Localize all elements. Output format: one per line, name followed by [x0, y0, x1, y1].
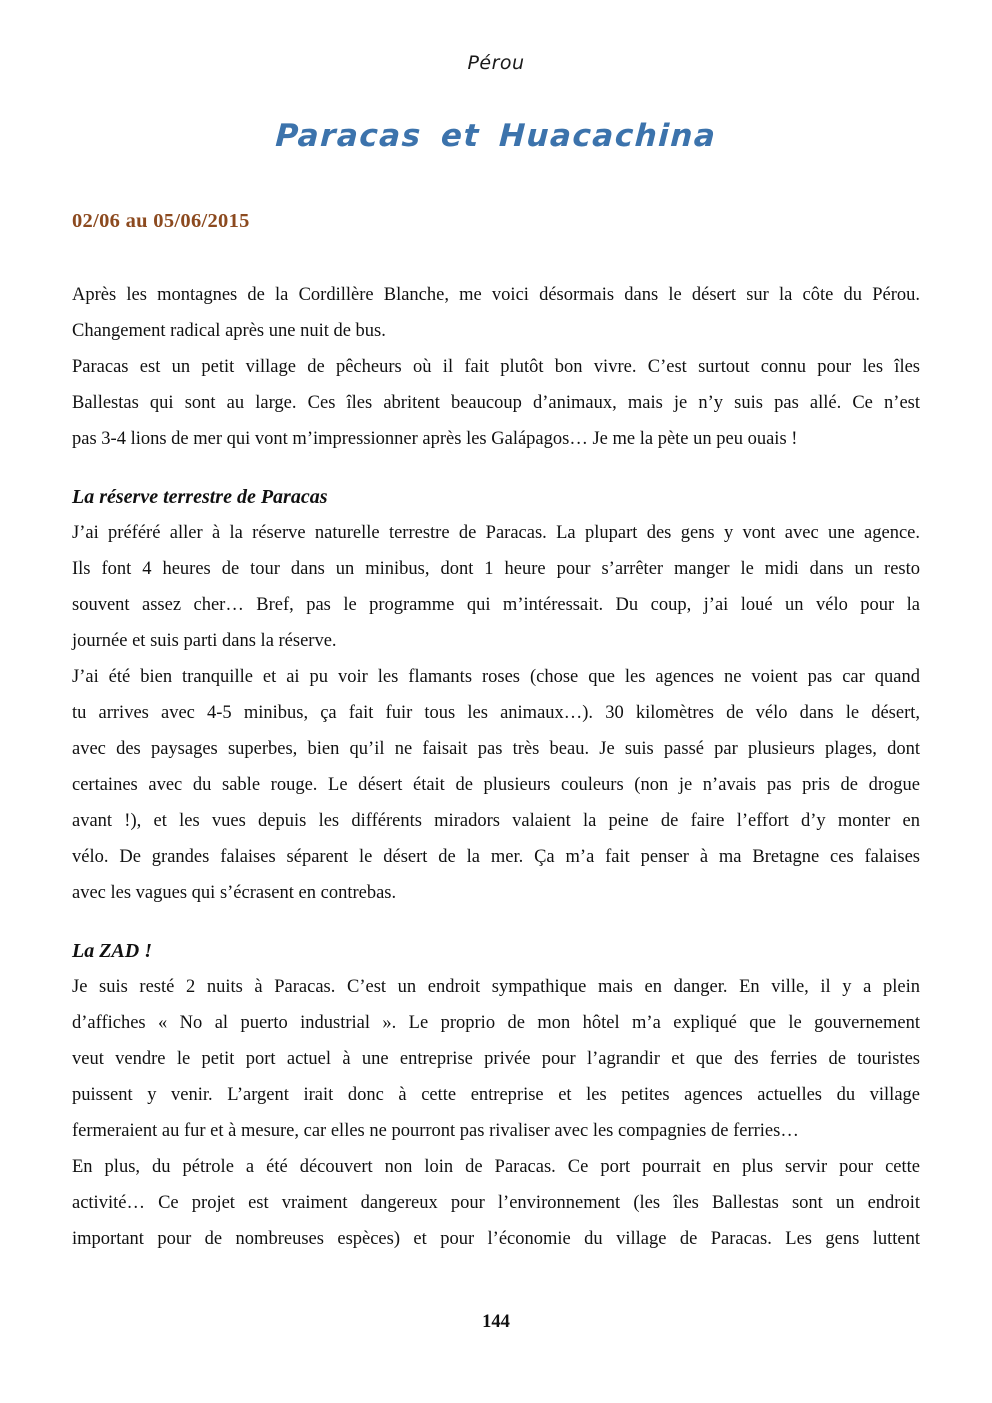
text-line: Ils font 4 heures de tour dans un minibus, dont 1 heure pour s’arrêter manger le midi dans un resto	[72, 559, 920, 579]
paragraph	[72, 349, 920, 457]
paragraph	[72, 277, 920, 349]
text-line: Paracas est un petit village de pêcheurs où il fait plutôt bon vivre. C’est surtout connu pour les îles	[72, 357, 920, 377]
text-line: activité… Ce projet est vraiment dangereux pour l’environnement (les îles Ballestas sont un endroit	[72, 1193, 920, 1213]
text-line: puissent y venir. L’argent irait donc à cette entreprise et les petites agences actuelles du village	[72, 1085, 920, 1105]
text-line: journée et suis parti dans la réserve.	[72, 631, 337, 651]
text-line: Changement radical après une nuit de bus.	[72, 321, 386, 341]
page-body	[0, 52, 992, 1257]
paragraph	[72, 969, 920, 1149]
text-line: avant !), et les vues depuis les différents miradors valaient la peine de faire l’effort d’y monter en	[72, 811, 920, 831]
text-line: J’ai été bien tranquille et ai pu voir les flamants roses (chose que les agences ne voient pas car quand	[72, 667, 920, 687]
document-content	[72, 277, 920, 1257]
text-line: Ballestas qui sont au large. Ces îles abritent beaucoup d’animaux, mais je n’y suis pas allé. Ce n’est	[72, 393, 920, 413]
section-heading: La réserve terrestre de Paracas	[72, 486, 328, 508]
text-line: pas 3-4 lions de mer qui vont m’impressionner après les Galápagos… Je me la pète un peu ouais !	[72, 429, 798, 449]
text-line: fermeraient au fur et à mesure, car elles ne pourront pas rivaliser avec les compagnies de ferries…	[72, 1121, 799, 1141]
text-line: veut vendre le petit port actuel à une entreprise privée pour l’agrandir et que des ferries de touristes	[72, 1049, 920, 1069]
text-line: avec des paysages superbes, bien qu’il ne faisait pas très beau. Je suis passé par plusieurs plages, dont	[72, 739, 920, 759]
text-line: d’affiches « No al puerto industrial ». Le proprio de mon hôtel m’a expliqué que le gouvernement	[72, 1013, 920, 1033]
text-line: J’ai préféré aller à la réserve naturelle terrestre de Paracas. La plupart des gens y vont avec une agence.	[72, 523, 920, 543]
text-line: certaines avec du sable rouge. Le désert était de plusieurs couleurs (non je n’avais pas pris de drogue	[72, 775, 920, 795]
text-line: Après les montagnes de la Cordillère Blanche, me voici désormais dans le désert sur la côte du Pérou.	[72, 285, 920, 305]
text-line: tu arrives avec 4-5 minibus, ça fait fuir tous les animaux…). 30 kilomètres de vélo dans le désert,	[72, 703, 920, 723]
paragraph	[72, 515, 920, 659]
section-heading: La ZAD !	[72, 940, 152, 962]
text-line: vélo. De grandes falaises séparent le désert de la mer. Ça m’a fait penser à ma Bretagne ces falaises	[72, 847, 920, 867]
text-line: souvent assez cher… Bref, pas le programme qui m’intéressait. Du coup, j’ai loué un vélo pour la	[72, 595, 920, 615]
page-number: 144	[482, 1312, 510, 1332]
text-line: avec les vagues qui s’écrasent en contrebas.	[72, 883, 397, 903]
text-line: important pour de nombreuses espèces) et pour l’économie du village de Paracas. Les gens luttent	[72, 1229, 920, 1249]
page-title: Paracas et Huacachina	[274, 118, 718, 154]
paragraph	[72, 659, 920, 911]
date-range: 02/06 au 05/06/2015	[72, 210, 250, 232]
text-line: En plus, du pétrole a été découvert non loin de Paracas. Ce port pourrait en plus servir pour cette	[72, 1157, 920, 1177]
text-line: Je suis resté 2 nuits à Paracas. C’est un endroit sympathique mais en danger. En ville, il y a plein	[72, 977, 920, 997]
paragraph	[72, 1149, 920, 1257]
running-header: Pérou	[467, 52, 525, 74]
